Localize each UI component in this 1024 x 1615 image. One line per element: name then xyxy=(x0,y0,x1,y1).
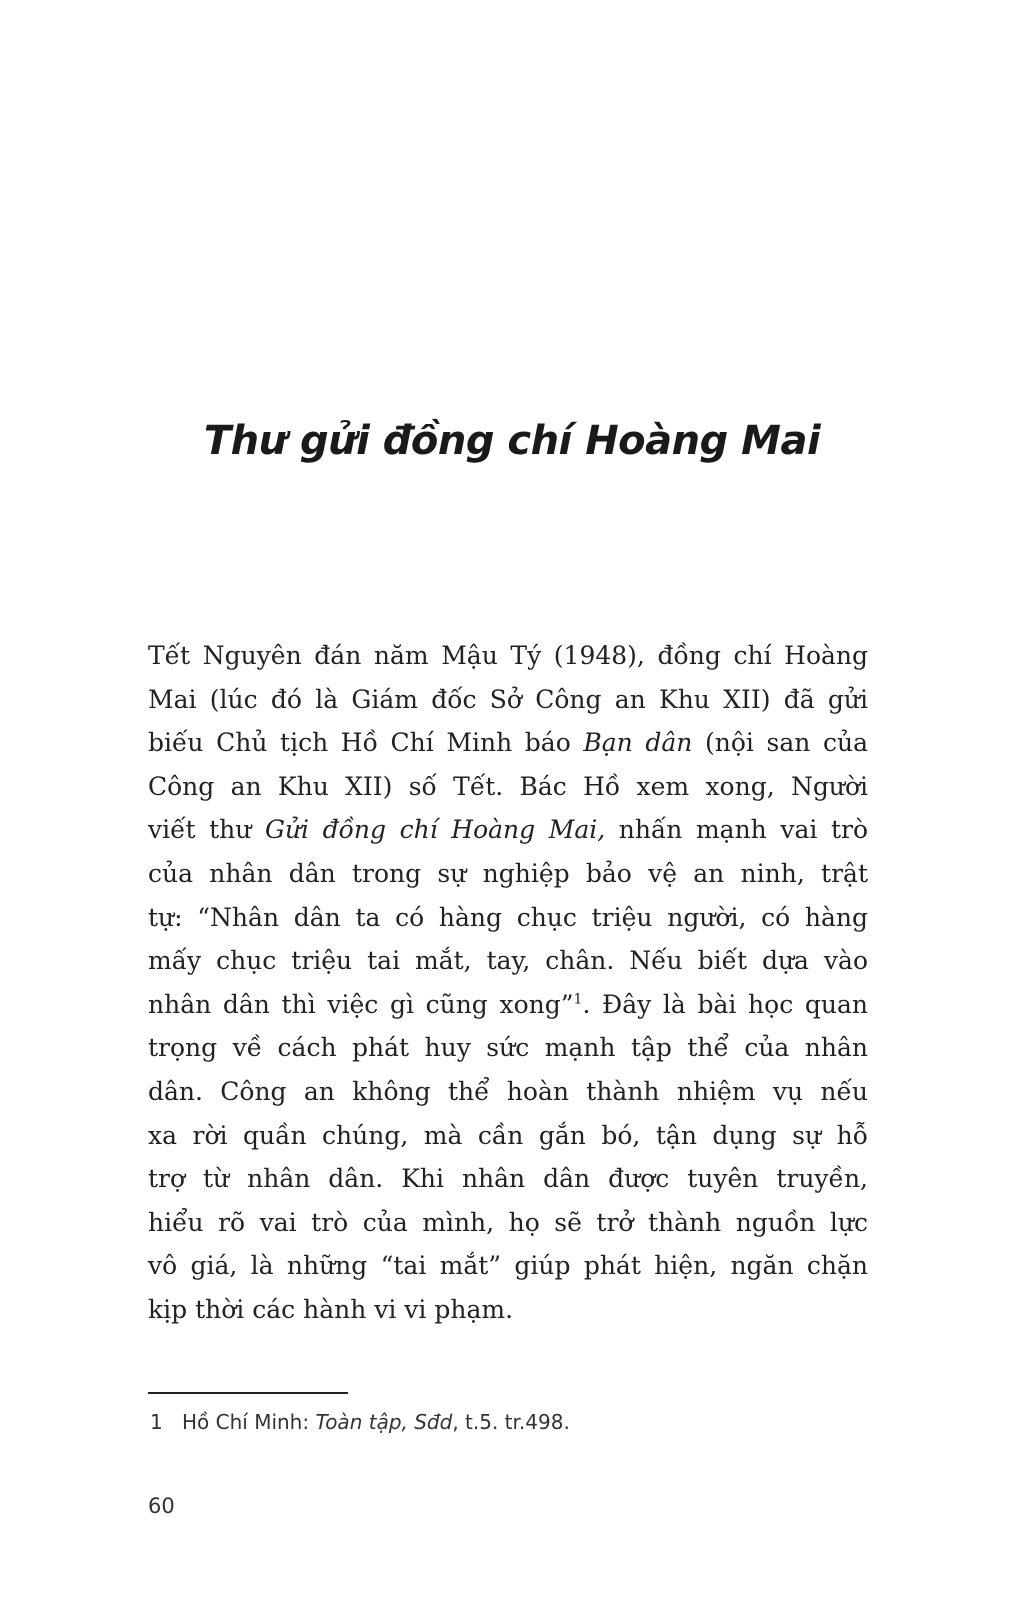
footnote xyxy=(150,1410,570,1434)
body-line xyxy=(148,721,868,765)
footnote-marker: 1 xyxy=(573,991,583,1008)
body-text-run: viết thư xyxy=(148,815,265,845)
body-line xyxy=(148,1157,868,1201)
body-line xyxy=(148,1070,868,1114)
body-text-run: tự: “Nhân dân ta có hàng chục triệu người, có hàng xyxy=(148,902,868,932)
body-text-run: Công an Khu XII) số Tết. Bác Hồ xem xong, Người xyxy=(148,771,868,801)
body-line xyxy=(148,983,868,1027)
body-line xyxy=(148,1244,868,1288)
chapter-title: Thư gửi đồng chí Hoàng Mai xyxy=(203,418,821,464)
footnote-work: Toàn tập, Sđd xyxy=(315,1410,453,1434)
body-line xyxy=(148,1114,868,1158)
body-text-run: xa rời quần chúng, mà cần gắn bó, tận dụng sự hỗ xyxy=(148,1120,868,1150)
body-text-run: nhân dân thì việc gì cũng xong” xyxy=(148,989,574,1019)
body-text-run: (nội san của xyxy=(692,728,868,758)
body-text-run: nhấn mạnh vai trò xyxy=(605,815,868,845)
italic-text: Bạn dân xyxy=(583,728,693,758)
body-line xyxy=(148,1026,868,1070)
footnote-divider xyxy=(148,1392,348,1394)
body-line xyxy=(148,939,868,983)
body-text-run: Mai (lúc đó là Giám đốc Sở Công an Khu XII) đã gửi xyxy=(148,684,868,714)
body-text-run: mấy chục triệu tai mắt, tay, chân. Nếu biết dựa vào xyxy=(148,946,868,976)
footnote-number: 1 xyxy=(150,1410,163,1434)
body-line xyxy=(148,1288,868,1332)
body-text-run: hiểu rõ vai trò của mình, họ sẽ trở thành nguồn lực xyxy=(148,1207,868,1237)
body-line xyxy=(148,852,868,896)
body-text-run: vô giá, là những “tai mắt” giúp phát hiện, ngăn chặn xyxy=(148,1251,868,1281)
body-text-run: biếu Chủ tịch Hồ Chí Minh báo xyxy=(148,728,584,758)
body-text-run: . Đây là bài học quan xyxy=(582,989,868,1019)
body-paragraph xyxy=(148,634,868,1332)
italic-text: Gửi đồng chí Hoàng Mai, xyxy=(264,815,606,845)
page-number: 60 xyxy=(148,1494,175,1518)
body-text-run: Tết Nguyên đán năm Mậu Tý (1948), đồng chí Hoàng xyxy=(148,641,868,670)
body-line xyxy=(148,1201,868,1245)
body-line xyxy=(148,896,868,940)
body-text-run: của nhân dân trong sự nghiệp bảo vệ an ninh, trật xyxy=(148,858,868,888)
body-line xyxy=(148,678,868,722)
body-text-run: kịp thời các hành vi vi phạm. xyxy=(148,1294,514,1324)
body-text-run: trợ từ nhân dân. Khi nhân dân được tuyên truyền, xyxy=(148,1164,868,1194)
body-line xyxy=(148,808,868,852)
footnote-author: Hồ Chí Minh: xyxy=(182,1410,316,1434)
body-line xyxy=(148,634,868,678)
body-line xyxy=(148,765,868,809)
body-text-run: trọng về cách phát huy sức mạnh tập thể của nhân xyxy=(148,1033,868,1063)
body-text-run: dân. Công an không thể hoàn thành nhiệm vụ nếu xyxy=(148,1076,868,1106)
footnote-reference: , t.5. tr.498. xyxy=(452,1410,570,1434)
